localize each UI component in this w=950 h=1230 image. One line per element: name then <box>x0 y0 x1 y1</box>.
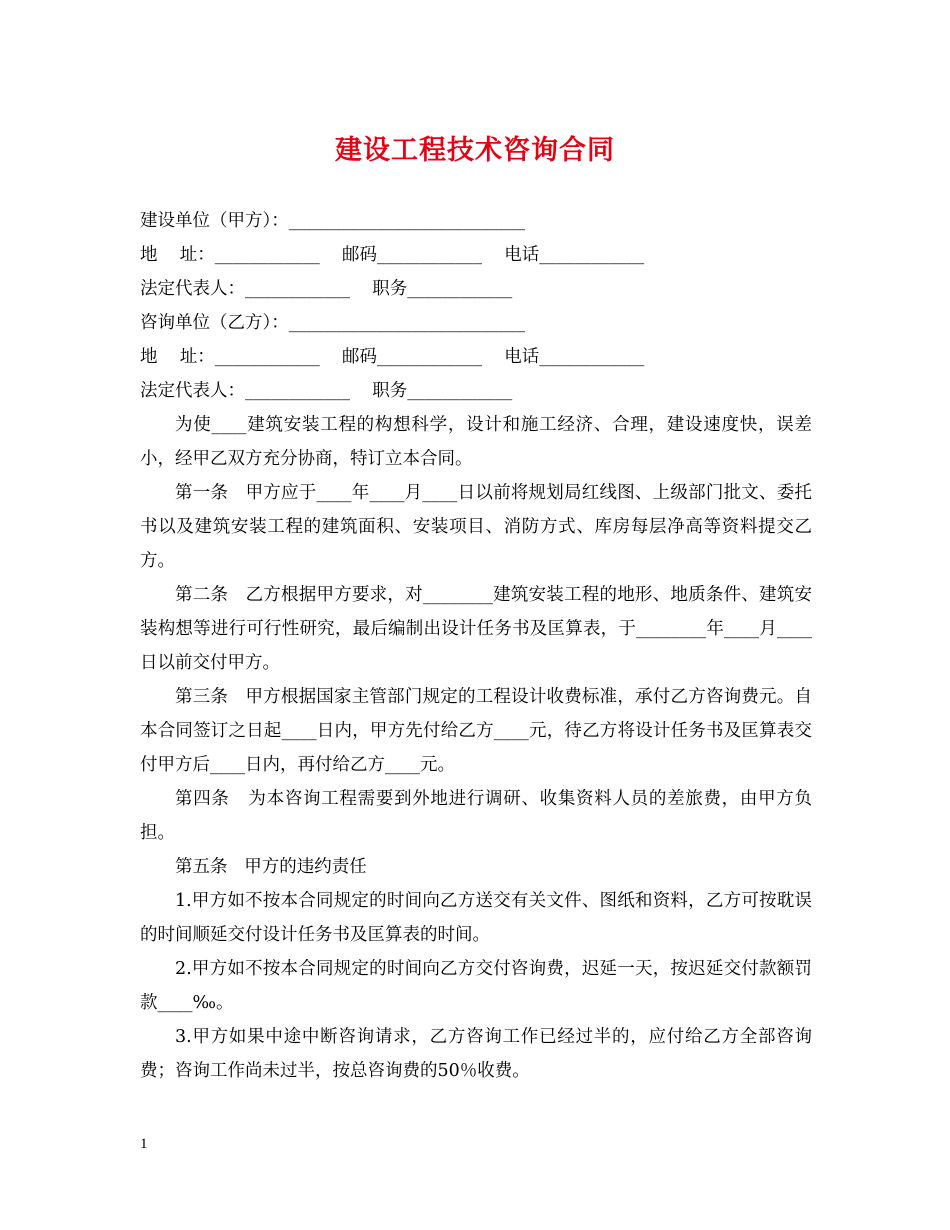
party-b-representative-line: 法定代表人：____________ 职务____________ <box>140 381 513 401</box>
preamble-paragraph: 为使____建筑安装工程的构想科学，设计和施工经济、合理，建设速度快，误差小，经甲乙双方充分协商，特订立本合同。 <box>140 415 812 469</box>
article-5-clause-1: 1.甲方如不按本合同规定的时间向乙方送交有关文件、图纸和资料，乙方可按耽误的时间顺延交付设计任务书及匡算表的时间。 <box>140 891 812 945</box>
party-b-name-line: 咨询单位（乙方）：___________________________ <box>140 313 525 333</box>
article-1-paragraph: 第一条 甲方应于____年____月____日以前将规划局红线图、上级部门批文、委托书以及建筑安装工程的建筑面积、安装项目、消防方式、库房每层净高等资料提交乙方。 <box>140 483 812 571</box>
document-title: 建设工程技术咨询合同 <box>335 135 615 166</box>
document-body <box>140 204 812 1088</box>
article-4-paragraph: 第四条 为本咨询工程需要到外地进行调研、收集资料人员的差旅费，由甲方负担。 <box>140 789 812 843</box>
article-2-paragraph: 第二条 乙方根据甲方要求，对________建筑安装工程的地形、地质条件、建筑安装构想等进行可行性研究，最后编制出设计任务书及匡算表，于________年____月____日以前交付甲方。 <box>140 585 812 673</box>
party-a-address-line: 地 址：____________ 邮码____________ 电话____________ <box>140 245 645 265</box>
article-5-heading: 第五条 甲方的违约责任 <box>175 857 367 877</box>
party-b-address-line: 地 址：____________ 邮码____________ 电话____________ <box>140 347 645 367</box>
article-5-clause-3: 3.甲方如果中途中断咨询请求，乙方咨询工作已经过半的，应付给乙方全部咨询费；咨询工作尚未过半，按总咨询费的50％收费。 <box>140 1027 812 1081</box>
party-a-representative-line: 法定代表人：____________ 职务____________ <box>140 279 513 299</box>
article-5-clause-2: 2.甲方如不按本合同规定的时间向乙方交付咨询费，迟延一天，按迟延交付款额罚款____‰。 <box>140 959 812 1013</box>
party-a-name-line: 建设单位（甲方）：___________________________ <box>140 211 525 231</box>
page-number: 1 <box>140 1136 148 1152</box>
article-3-paragraph: 第三条 甲方根据国家主管部门规定的工程设计收费标准，承付乙方咨询费元。自本合同签订之日起____日内，甲方先付给乙方____元，待乙方将设计任务书及匡算表交付甲方后____日内，再付给乙方____元。 <box>140 687 812 775</box>
